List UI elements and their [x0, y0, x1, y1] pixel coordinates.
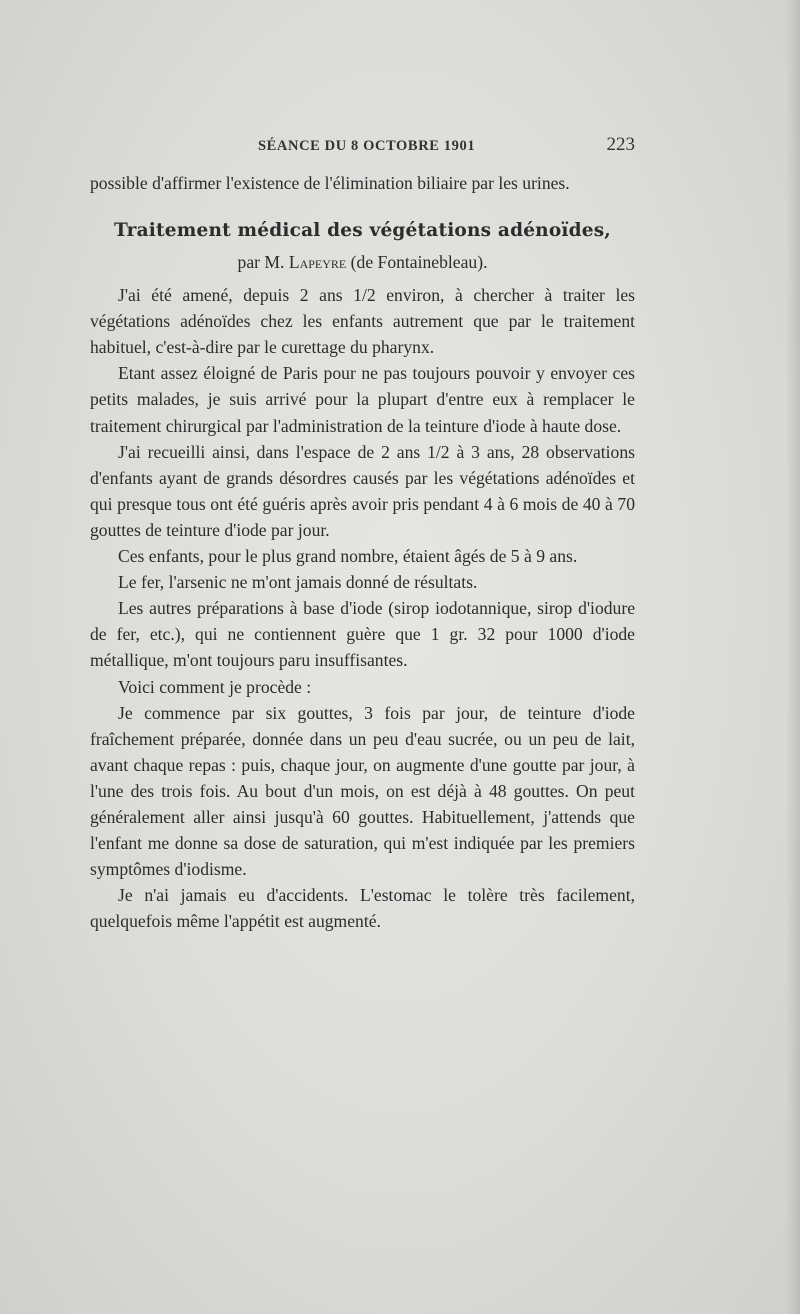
- paragraph: Ces enfants, pour le plus grand nombre, étaient âgés de 5 à 9 ans.: [118, 546, 578, 567]
- byline-suffix: (de Fontainebleau).: [350, 252, 488, 273]
- paragraph: Le fer, l'arsenic ne m'ont jamais donné de résultats.: [118, 572, 478, 593]
- paragraph: J'ai été amené, depuis 2 ans 1/2 environ, à chercher à traiter les végétations adénoïdes chez les enfants autrement que par le traitement habituel, c'est-à-dire par le curettage du pharynx.: [90, 285, 635, 358]
- paragraph: J'ai recueilli ainsi, dans l'espace de 2 ans 1/2 à 3 ans, 28 observations d'enfants ayant de grands désordres causés par les végétations adénoïdes et qui presque tous ont été guéris après avoir pris pendant 4 à 6 mois de 40 à 70 gouttes de teinture d'iode par jour.: [90, 441, 635, 540]
- article-title: Traitement médical des végétations adénoïdes,: [114, 220, 611, 242]
- paragraph: Je commence par six gouttes, 3 fois par jour, de teinture d'iode fraîchement préparée, donnée dans un peu d'eau sucrée, ou un peu de lait, avant chaque repas : puis, chaque jour, on augmente d'une goutte par jour, à l'une des trois fois. Au bout d'un mois, on est déjà à 48 gouttes. On peut généralement aller ainsi jusqu'à 60 gouttes. Habituellement, j'attends que l'enfant me donne sa dose de saturation, qui m'est indiquée par les premiers symptômes d'iodisme.: [90, 702, 635, 880]
- page-number: 223: [606, 134, 635, 155]
- continuation-paragraph: possible d'affirmer l'existence de l'élimination biliaire par les urines.: [90, 173, 570, 193]
- body-text: [90, 170, 635, 934]
- article-byline: [90, 248, 635, 276]
- paragraph: Voici comment je procède :: [118, 676, 312, 697]
- author-name: Lapeyre: [288, 252, 347, 273]
- running-head: SÉANCE DU 8 OCTOBRE 1901: [258, 138, 476, 154]
- paragraph: Etant assez éloigné de Paris pour ne pas toujours pouvoir y envoyer ces petits malades, je suis arrivé pour la plupart d'entre eux à remplacer le traitement chirurgical par l'administration de la teinture d'iode à haute dose.: [90, 363, 635, 436]
- byline-prefix: par M.: [237, 252, 285, 273]
- page-edge-shadow: [786, 0, 800, 1314]
- page-header: [90, 134, 635, 158]
- paragraph: Je n'ai jamais eu d'accidents. L'estomac le tolère très facilement, quelquefois même l'appétit est augmenté.: [90, 885, 635, 932]
- paragraph: Les autres préparations à base d'iode (sirop iodotannique, sirop d'iodure de fer, etc.), qui ne contiennent guère que 1 gr. 32 pour 1000 d'iode métallique, m'ont toujours paru insuffisantes.: [90, 598, 635, 671]
